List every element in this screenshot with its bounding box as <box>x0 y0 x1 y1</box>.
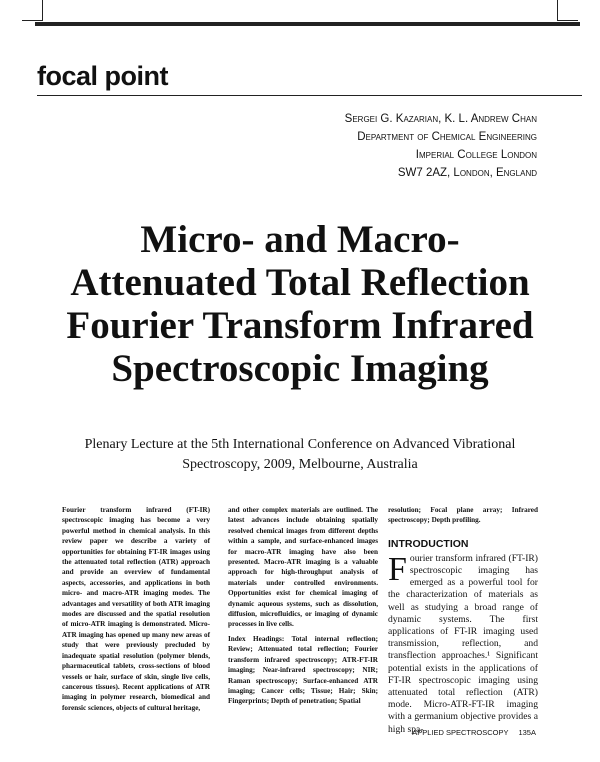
introduction-body: ourier transform infrared (FT-IR) spectroscopic imaging has emerged as a powerful tool for the characterization of materials as well as studying a broad range of dynamic systems. The first applications of FT-IR imaging used transmission, reflection, and transflection approaches.¹ Significant potential exists in the applications of FT-IR spectroscopic imaging using attenuated total reflection (ATR) mode. Micro-ATR-FT-IR imaging with a germanium objective provides a high spa- <box>388 552 538 735</box>
abstract-text-part1: Fourier transform infrared (FT-IR) spectroscopic imaging has become a very powerful method in chemical analysis. In this review paper we describe a variety of opportunities for obtaining FT-IR images using the attenuated total reflection (ATR) approach and provide an overview of fundamental aspects, accessories, and applications in both micro- and macro-ATR imaging modes. The advantages and versatility of both ATR imaging modes are discussed and the spatial resolution of micro-ATR imaging is demonstrated. Micro-ATR imaging has opened up many new areas of study that were previously precluded by inadequate spatial resolution (polymer blends, pharmaceutical tablets, cross-sections of blood vessels or hair, surface of skin, single live cells, cancerous tissues). Recent applications of ATR imaging in polymer research, biomedical and forensic sciences, objects of cultural heritage, <box>62 506 210 712</box>
crop-mark-top-left <box>22 0 43 21</box>
author-institution: Imperial College London <box>415 149 537 161</box>
body-column-3 <box>388 505 538 736</box>
section-divider <box>37 95 582 96</box>
header-rule <box>35 22 580 26</box>
author-department: Department of Chemical Engineering <box>357 131 537 143</box>
page-number: 135A <box>518 728 536 737</box>
article-title: Micro- and Macro-Attenuated Total Reflection Fourier Transform Infrared Spectroscopic Imaging <box>66 218 534 390</box>
introduction-text <box>388 550 538 736</box>
index-headings-part1: Index Headings: Total internal reflection; Review; Attenuated total reflection; Fourier transform infrared spectroscopy; ATR-FT-IR imaging; Near-infrared spectroscopy; NIR; Raman spectroscopy; Surface-enhanced ATR imaging; Cancer cells; Tissue; Hair; Skin; Fingerprints; Depth of penetration; Spatial <box>228 634 378 706</box>
abstract-column-1 <box>62 505 210 713</box>
section-label: focal point <box>37 61 168 91</box>
author-block <box>345 110 537 182</box>
introduction-heading: INTRODUCTION <box>388 537 469 550</box>
abstract-column-2 <box>228 505 378 707</box>
index-headings-part2: resolution; Focal plane array; Infrared spectroscopy; Depth profiling. <box>388 506 538 525</box>
article-subtitle: Plenary Lecture at the 5th International Conference on Advanced Vibrational Spectroscopy, 2009, Melbourne, Australia <box>84 437 516 472</box>
dropcap-letter: F <box>388 550 407 588</box>
abstract-text-part2: and other complex materials are outlined. The latest advances include obtaining spatially resolved chemical images from different depths within a sample, and surface-enhanced images for macro-ATR imaging have also been presented. Macro-ATR imaging is a valuable approach for high-throughput analysis of materials under controlled environments. Opportunities exist for chemical imaging of dynamic aqueous systems, such as dissolution, diffusion, microfluidics, or imaging of dynamic processes in live cells. <box>228 506 378 629</box>
page-footer <box>402 728 536 737</box>
author-names: Sergei G. Kazarian, K. L. Andrew Chan <box>344 113 537 125</box>
journal-name: APPLIED SPECTROSCOPY <box>412 728 509 737</box>
author-address: SW7 2AZ, London, England <box>397 167 537 179</box>
crop-mark-top-right <box>557 0 578 21</box>
